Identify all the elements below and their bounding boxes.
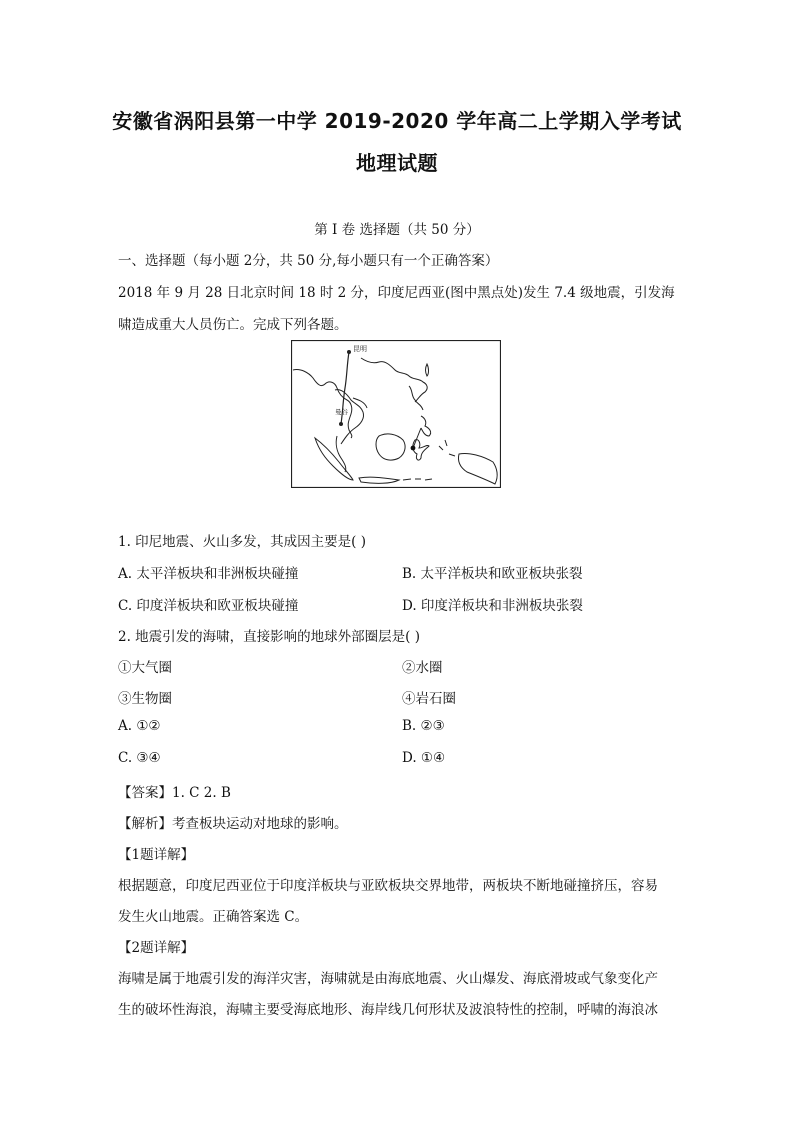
label-kunming: 昆明 <box>353 345 367 353</box>
instructions: 一、选择题（每小题 2分，共 50 分,每小题只有一个正确答案） <box>118 253 499 269</box>
title-line-1: 安徽省涡阳县第一中学 2019-2020 学年高二上学期入学考试 <box>112 109 682 133</box>
analysis-line: 【解析】考查板块运动对地球的影响。 <box>118 816 348 832</box>
q2-item-1: ①大气圈 <box>118 660 172 676</box>
intro-line-2: 啸造成重大人员伤亡。完成下列各题。 <box>118 317 348 333</box>
q2-option-b: B. ②③ <box>402 718 445 734</box>
q2-option-c: C. ③④ <box>118 750 161 766</box>
section-title: 第 I 卷 选择题（共 50 分） <box>314 222 480 238</box>
detail2-line-1: 海啸是属于地震引发的海洋灾害，海啸就是由海底地震、火山爆发、海底滑坡或气象变化产 <box>118 971 658 987</box>
southeast-asia-map <box>291 340 501 488</box>
detail2-heading: 【2题详解】 <box>118 940 195 956</box>
intro-line-1: 2018 年 9 月 28 日北京时间 18 时 2 分，印度尼西亚(图中黑点处)发生 7.4 级地震，引发海 <box>118 285 675 301</box>
q1-option-b: B. 太平洋板块和欧亚板块张裂 <box>402 566 583 582</box>
answer-line: 【答案】1. C 2. B <box>118 785 231 801</box>
q2-option-a: A. ①② <box>118 718 161 734</box>
q2-item-3: ③生物圈 <box>118 691 172 707</box>
q1-option-d: D. 印度洋板块和非洲板块张裂 <box>402 598 583 614</box>
detail2-line-2: 生的破坏性海浪，海啸主要受海底地形、海岸线几何形状及波浪特性的控制，呼啸的海浪冰 <box>118 1002 658 1018</box>
q1-stem: 1. 印尼地震、火山多发，其成因主要是( ) <box>118 534 366 550</box>
q2-item-4: ④岩石圈 <box>402 691 456 707</box>
title-line-2: 地理试题 <box>356 151 438 175</box>
detail1-heading: 【1题详解】 <box>118 847 195 863</box>
label-bangkok: 曼谷 <box>335 408 348 416</box>
q2-option-d: D. ①④ <box>402 750 446 766</box>
detail1-line-1: 根据题意，印度尼西亚位于印度洋板块与亚欧板块交界地带，两板块不断地碰撞挤压，容易 <box>118 878 658 894</box>
q2-item-2: ②水圈 <box>402 660 443 676</box>
detail1-line-2: 发生火山地震。正确答案选 C。 <box>118 909 309 925</box>
q2-stem: 2. 地震引发的海啸，直接影响的地球外部圈层是( ) <box>118 629 420 645</box>
q1-option-c: C. 印度洋板块和欧亚板块碰撞 <box>118 598 299 614</box>
q1-option-a: A. 太平洋板块和非洲板块碰撞 <box>118 566 299 582</box>
